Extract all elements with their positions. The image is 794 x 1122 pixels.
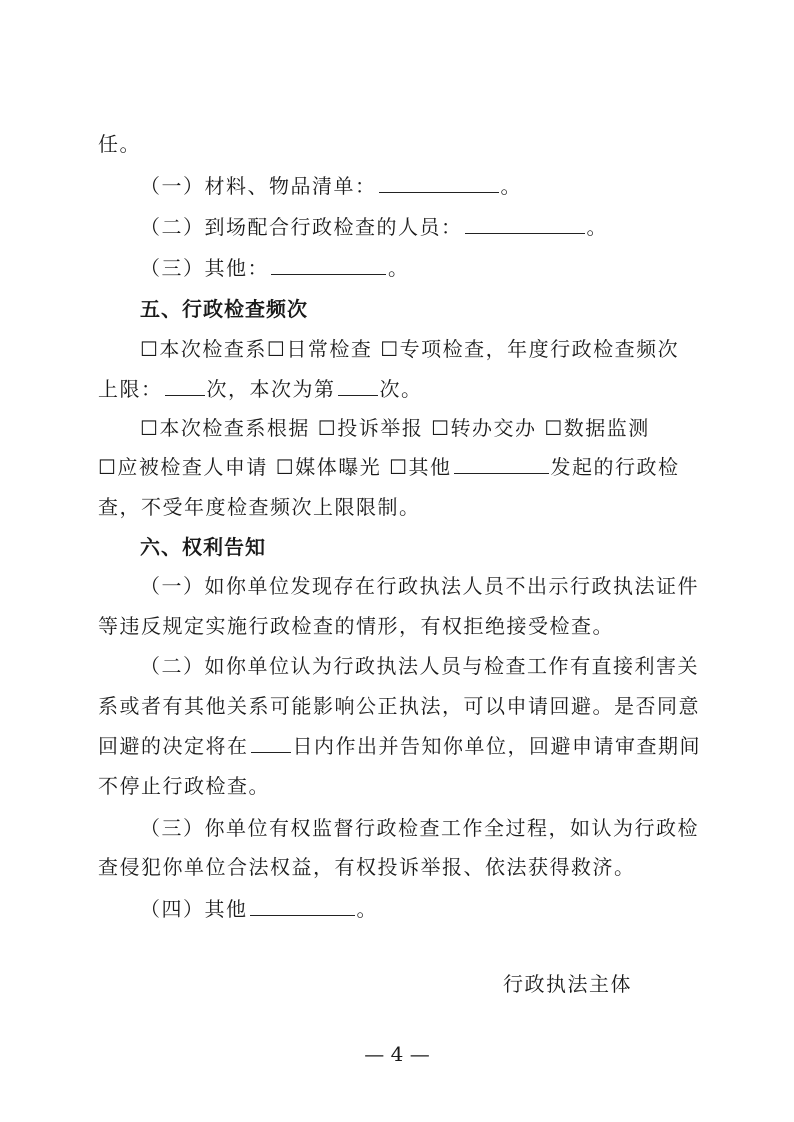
text-fragment: 日内作出并告知你单位，回避申请审查期间	[292, 734, 701, 758]
text-fragment: 。	[500, 174, 522, 198]
basis-line: ☐本次检查系根据 ☐投诉举报 ☐转办交办 ☐数据监测	[140, 416, 650, 440]
text-line: （三）你单位有权监督行政检查工作全过程，如认为行政检	[140, 816, 699, 840]
basis-line-2	[98, 453, 698, 481]
text-fragment: 发起的行政检	[550, 455, 680, 479]
section-heading-rights: 六、权利告知	[140, 535, 266, 559]
page-number: — 4 —	[364, 1042, 430, 1066]
text-fragment: 回避的决定将在	[98, 734, 249, 758]
materials-blank[interactable]	[379, 172, 499, 193]
text-fragment: （一）材料、物品清单：	[140, 174, 377, 198]
text-fragment: 。	[356, 897, 378, 921]
text-line: 不停止行政检查。	[98, 774, 270, 798]
recusal-days-line	[98, 732, 701, 760]
text-line: 查，不受年度检查频次上限限制。	[98, 495, 421, 519]
other-blank[interactable]	[271, 254, 386, 275]
text-fragment: 。	[388, 256, 410, 280]
other-rights-blank[interactable]	[250, 895, 355, 916]
signature-line: 行政执法主体	[503, 972, 632, 996]
text-line: 系或者有其他关系可能影响公正执法，可以申请回避。是否同意	[98, 694, 700, 718]
check-type-line: ☐本次检查系☐日常检查 ☐专项检查，年度行政检查频次	[140, 337, 680, 361]
section-heading-frequency: 五、行政检查频次	[140, 297, 308, 321]
text-line: 查侵犯你单位合法权益，有权投诉举报、依法获得救济。	[98, 855, 636, 879]
text-line	[98, 130, 698, 158]
materials-list-line	[140, 172, 740, 200]
limit-blank[interactable]	[165, 375, 205, 396]
days-blank[interactable]	[251, 732, 291, 753]
text-fragment: ☐应被检查人申请 ☐媒体曝光 ☐其他	[98, 455, 452, 479]
text-fragment: 。	[586, 215, 608, 239]
personnel-blank[interactable]	[465, 213, 585, 234]
text-fragment: 次。	[379, 377, 423, 401]
count-blank[interactable]	[338, 375, 378, 396]
text-line: （一）如你单位发现存在行政执法人员不出示行政执法证件	[140, 574, 699, 598]
text-fragment: （四）其他	[140, 897, 248, 921]
frequency-limit-line	[98, 375, 698, 403]
text-line: （二）如你单位认为行政执法人员与检查工作有直接利害关	[140, 654, 699, 678]
text-fragment: 次，本次为第	[206, 377, 336, 401]
other-source-blank[interactable]	[454, 453, 549, 474]
personnel-line	[140, 213, 740, 241]
text-fragment: （二）到场配合行政检查的人员：	[140, 215, 463, 239]
text-fragment: 任。	[98, 132, 141, 156]
other-rights-line	[140, 895, 740, 923]
text-fragment: （三）其他：	[140, 256, 269, 280]
other-line	[140, 254, 740, 282]
text-line: 等违反规定实施行政检查的情形，有权拒绝接受检查。	[98, 614, 614, 638]
text-fragment: 上限：	[98, 377, 163, 401]
